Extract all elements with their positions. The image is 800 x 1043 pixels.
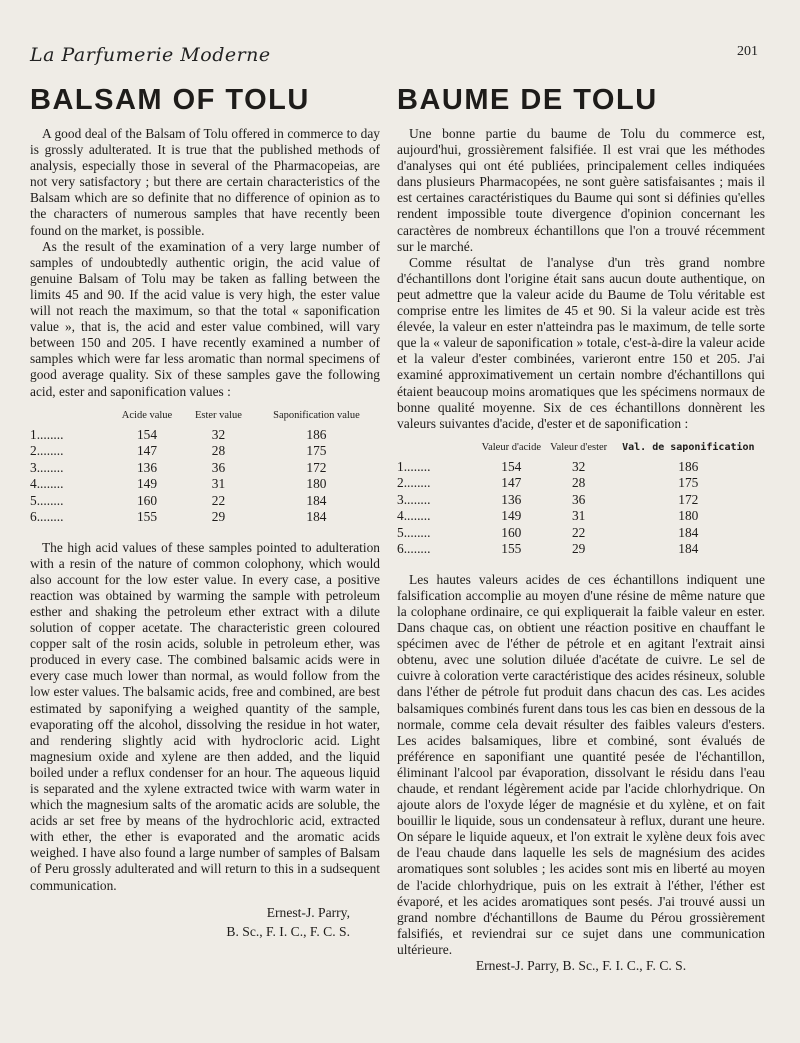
table-cell: 28 (211, 443, 226, 459)
table-cell: 2........ (30, 443, 64, 459)
table-cell: 3........ (397, 491, 431, 507)
table-cell: 32 (571, 458, 586, 474)
table-cell: 175 (678, 475, 699, 491)
table-header (30, 410, 110, 427)
table-cell: 175 (306, 443, 327, 459)
table-row (397, 459, 765, 476)
table-header (397, 442, 477, 459)
table-cell: 2........ (397, 475, 431, 491)
table-row (397, 525, 765, 542)
table-cell: 172 (306, 459, 327, 475)
table-cell: 149 (501, 508, 522, 524)
table-cell: 3........ (30, 459, 64, 475)
table-cell: 136 (136, 459, 158, 475)
english-column (30, 84, 380, 940)
page-number: 201 (737, 44, 758, 59)
table-row (397, 475, 765, 492)
table-cell: 149 (136, 476, 158, 492)
signature-name: Ernest-J. Parry, (266, 904, 350, 920)
table-cell: 136 (501, 491, 522, 507)
table-row (30, 509, 380, 526)
table-cell: 29 (211, 509, 226, 525)
french-title: BAUME DE TOLU (397, 84, 658, 116)
signature-credentials: B. Sc., F. I. C., F. C. S. (226, 923, 350, 939)
table-cell: 36 (571, 491, 586, 507)
table-row (30, 427, 380, 444)
table-cell: 186 (306, 426, 327, 442)
table-row (397, 541, 765, 558)
table-cell: 180 (306, 476, 327, 492)
table-row (397, 492, 765, 509)
table-header: Val. de saponification (622, 441, 755, 453)
table-cell: 28 (571, 475, 586, 491)
french-values-table (397, 442, 765, 558)
table-cell: 6........ (397, 541, 431, 557)
table-header: Valeur d'ester (550, 441, 608, 453)
table-cell: 1........ (397, 458, 431, 474)
table-row (30, 493, 380, 510)
table-cell: 5........ (30, 492, 64, 508)
table-cell: 184 (678, 541, 699, 557)
table-cell: 154 (501, 458, 522, 474)
table-cell: 147 (136, 443, 158, 459)
table-header: Valeur d'acide (481, 441, 541, 453)
english-paragraph-1: A good deal of the Balsam of Tolu offered in commerce to day is grossly adulterated. It is true that the published methods of analysis, especially those in several of the Pharmacopeias, are not very satisfactory ; but there are certain characteristics of the Balsam which are so definite that no difference of opinion as to the characters of numerous samples that have recently been found on the market, is possible. (30, 126, 380, 238)
table-cell: 1........ (30, 426, 64, 442)
table-cell: 6........ (30, 509, 64, 525)
table-cell: 147 (501, 475, 522, 491)
table-cell: 31 (571, 508, 586, 524)
table-header: Acide value (121, 409, 173, 421)
table-cell: 184 (678, 524, 699, 540)
table-header-row (30, 410, 380, 427)
english-title: BALSAM OF TOLU (30, 84, 310, 116)
table-row (30, 476, 380, 493)
table-cell: 160 (501, 524, 522, 540)
table-cell: 154 (136, 426, 158, 442)
english-signature (30, 904, 380, 940)
table-cell: 186 (678, 458, 699, 474)
table-cell: 31 (211, 476, 226, 492)
table-header-row (397, 442, 765, 459)
french-signature: Ernest-J. Parry, B. Sc., F. I. C., F. C. S. (475, 958, 687, 974)
table-header: Saponification value (273, 409, 360, 421)
table-cell: 184 (306, 492, 327, 508)
table-cell: 36 (211, 459, 226, 475)
journal-masthead: La Parfumerie Moderne (30, 44, 271, 66)
table-row (397, 508, 765, 525)
french-paragraph-1: Une bonne partie du baume de Tolu du commerce est, aujourd'hui, grossièrement falsifiée. Il est vrai que les méthodes d'analyses qui ont été publiées, principalement celles indiquées dans plusieurs Pharmacopées, ne sont guère satisfaisantes ; mais il est certaines caractéristiques du Baume qui sont si définies qu'elles rendent impossible toute divergence d'opinion concernant les caractères de nombreux échantillons que l'on a trouvé récemment sur le marché. (397, 126, 765, 254)
table-cell: 160 (136, 492, 158, 508)
french-column (397, 84, 765, 974)
table-cell: 172 (678, 491, 699, 507)
table-cell: 22 (211, 492, 226, 508)
table-cell: 5........ (397, 524, 431, 540)
table-row (30, 443, 380, 460)
table-cell: 4........ (397, 508, 431, 524)
english-paragraph-2: As the result of the examination of a very large number of samples of undoubtedly authentic origin, the acid value of genuine Balsam of Tolu may be taken as falling between the limits 45 and 90. If the acid value is very high, the ester value will not reach the maximum, so that the total « saponification value », that is, the acid and ester value combined, will vary between 150 and 205. I have recently examined a number of samples which were far less aromatic than normal specimens of good average quality. Six of these samples gave the following acid, ester and saponification values : (30, 238, 380, 399)
table-cell: 32 (211, 426, 226, 442)
table-header: Ester value (194, 409, 242, 421)
table-row (30, 460, 380, 477)
table-cell: 29 (571, 541, 586, 557)
table-cell: 155 (501, 541, 522, 557)
english-paragraph-3: The high acid values of these samples pointed to adulteration with a resin of the nature of common colophony, which would also account for the low ester value. In every case, a positive reaction was obtained by warming the sample with petroleum esther and shaking the petroleum ether extract with a dilute solution of copper acetate. The characteristic green coloured copper salt of the rosin acids, soluble in petroleum ether, was produced in every case. The combined balsamic acids were in every case much lower than normal, as would follow from the low ester values. The balsamic acids, free and combined, are best estimated by saponifying a weighed quantity of the sample, evaporating off the alcohol, dissolving the residue in hot water, and rendering slightly acid with hydrocloric acid. Light magnesium oxide and xylene are then added, and the liquid boiled under a reflux condenser for an hour. The aqueous liquid is separated and the xylene extracted twice with warm water in which the magnesium salts of the aromatic acids are soluble, the acids ar set free by means of the hydrochloric acid, extracted with ether, the ether is evaporated and the aromatic acids weighed. I have also found a large number of samples of Balsam of Peru grossly adulterated and will return to this in a sudsequent communication. (30, 539, 380, 893)
table-cell: 184 (306, 509, 327, 525)
french-paragraph-3: Les hautes valeurs acides de ces échantillons indiquent une falsification accomplie au moyen d'une résine de même nature que la colophane ordinaire, ce qui expliquerait la faible valeur en ester. Dans chaque cas, on obtient une réaction positive en chauffant le spécimen avec de l'éther de pétrole et en agitant l'extrait ainsi obtenu, avec une solution diluée d'acétate de cuivre. Le sel de cuivre à coloration verte caractéristique des acides résineux, soluble dans l'éther de pétrole fut produit dans chacun des cas. Les acides balsamiques combinés furent dans tous les cas bien en dessous de la normale, comme cela devait résulter des faibles valeurs d'esters. Les acides balsamiques, libre et combiné, sont évalués de préférence en saponifiant une quantité pesée de l'échantillon, éliminant l'alcool par évaporation, dissolvant le résidu dans l'eau chaude, et rendant légèrement acide par l'acide chlorhydrique. On ajoute alors de l'oxyde léger de magnésie et du xylène, et on fait bouillir le liquide, sous un condensateur à reflux, durant une heure. On sépare le liquide aqueux, et l'on extrait le xylène deux fois avec de l'eau chaude dans laquelle les sels de magnésium des acides aromatiques sont solubles ; les acides sont mis en liberté au moyen de l'acide chlorhydrique, puis on les extrait à l'éther, l'éther est évaporé, et les acides aromatiques sont pesés. J'ai trouvé aussi un grand nombre d'échantillons de Baume du Pérou grossièrement falsifiés, et reviendrai sur ce sujet dans une communication ultérieure. (397, 571, 765, 957)
table-cell: 155 (136, 509, 158, 525)
table-cell: 22 (571, 524, 586, 540)
english-values-table (30, 410, 380, 526)
table-cell: 180 (678, 508, 699, 524)
table-cell: 4........ (30, 476, 64, 492)
french-paragraph-2: Comme résultat de l'analyse d'un très grand nombre d'échantillons dont l'origine était sans aucun doute authentique, on peut admettre que la valeur acide du Baume de Tolu véritable est comprise entre les limites de 45 et 90. Si la valeur acide est très élevée, la valeur en ester n'atteindra pas le maximum, de telle sorte que la « valeur de saponification » totale, c'est-à-dire la valeur acide et la valeur d'ester combinées, varieront entre 150 et 205. J'ai examiné approximativement un certain nombre d'échantillons qui étaient beaucoup moins aromatiques que les spécimens normaux de bonne qualité moyenne. Six de ces échantillons donnèrent les valeurs suivantes d'acide, d'ester et de saponification : (397, 254, 765, 431)
